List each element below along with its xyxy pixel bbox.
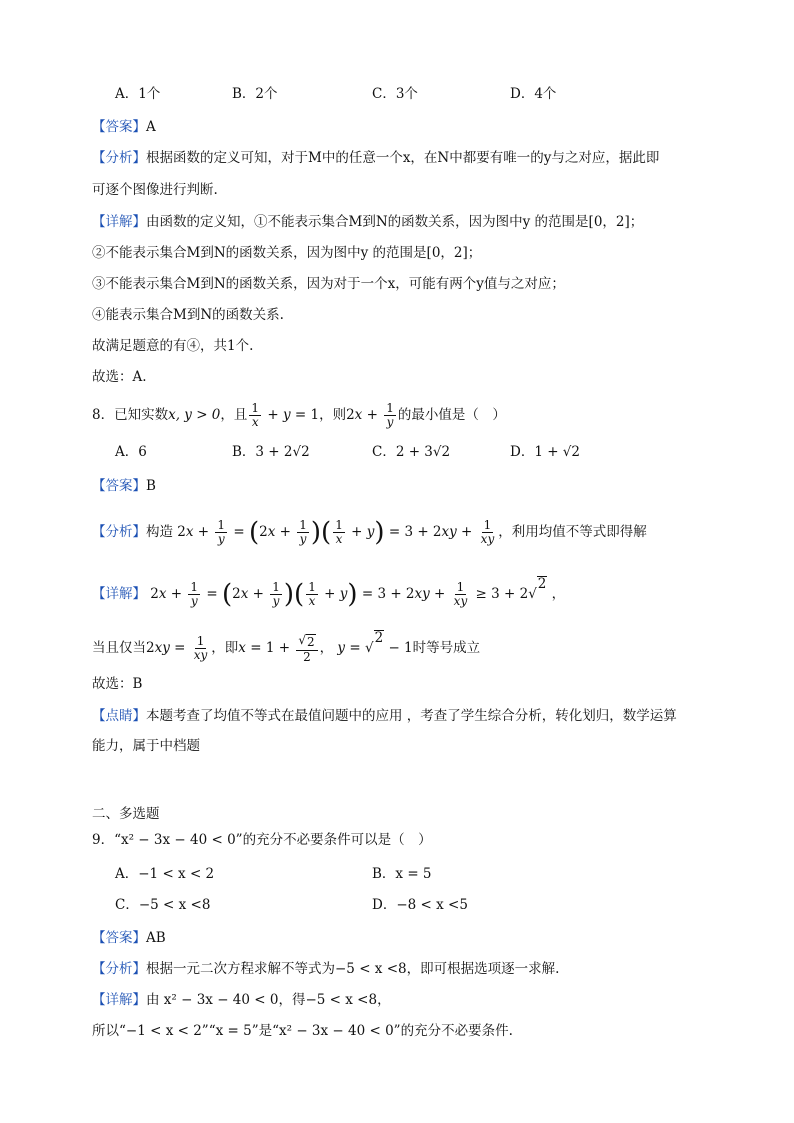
q7-detail-2: ②不能表示集合M到N的函数关系，因为图中y 的范围是[0，2]； — [92, 245, 482, 261]
q9-option-c: C．−5 < x <8 — [115, 897, 211, 913]
q8-option-b: B．3 + 2√2 — [232, 444, 310, 460]
q9-option-b: B．x = 5 — [372, 866, 432, 882]
q8-option-d: D．1 + √2 — [510, 444, 580, 460]
q8-choose: 故选：B — [92, 676, 143, 692]
q8-analysis: 【分析】构造 2x + $\frac{1}{y}$ = (2x + $\frac{1}{y}$ )( $\frac{1}{x}$ + y) = 3 + 2xy + $\frac{1}{xy}$ ，利用均值不等式即得解 — [92, 517, 647, 548]
q9-answer: 【答案】AB — [92, 930, 166, 946]
q7-option-c: C．3个 — [372, 86, 418, 102]
q8-detail: 【详解】 2x + $\frac{1}{y}$ = (2x + $\frac{1}{y}$ )( $\frac{1}{x}$ + y) = 3 + 2xy + $\frac{1}{xy}$ ≥ 3 + 2√ 2 ， — [92, 576, 566, 610]
q8-analysis-formula: 2x + $\frac{1}{y}$ = (2x + $\frac{1}{y}$ )( $\frac{1}{x}$ + y) = 3 + 2xy + $\frac{1}{xy}$ — [177, 517, 495, 548]
q9-option-a: A．−1 < x < 2 — [115, 866, 215, 882]
q8-answer: 【答案】B — [92, 478, 156, 494]
q9-stem: 9．“x² − 3x − 40 < 0”的充分不必要条件可以是（ ） — [92, 832, 432, 848]
q7-choose: 故选：A. — [92, 369, 147, 385]
fraction-1-over-x: $\frac{1}{x}$ — [251, 401, 260, 429]
q8-comment: 【点睛】本题考查了均值不等式在最值问题中的应用 ，考查了学生综合分析，转化划归，数学运算 — [92, 708, 677, 724]
fraction-1-over-y: $\frac{1}{y}$ — [386, 401, 394, 429]
q7-answer: 【答案】A — [92, 119, 156, 135]
q7-detail-4: ④能表示集合M到N的函数关系. — [92, 307, 284, 323]
q8-option-a: A．6 — [115, 444, 147, 460]
q7-option-d: D．4个 — [510, 86, 557, 102]
q8-stem: 8．已知实数x, y > 0，且 $\frac{1}{x}$ + y = 1，则2x + $\frac{1}{y}$ 的最小值是（ ） — [92, 401, 506, 429]
q7-option-a: A．1个 — [115, 86, 161, 102]
q9-analysis: 【分析】根据一元二次方程求解不等式为−5 < x <8，即可根据选项逐一求解. — [92, 961, 560, 977]
q9-detail: 【详解】由 x² − 3x − 40 < 0，得−5 < x <8， — [92, 992, 391, 1008]
q7-analysis: 【分析】根据函数的定义可知，对于M中的任意一个x，在N中都要有唯一的y与之对应，据此即 — [92, 150, 660, 166]
q7-analysis-cont: 可逐个图像进行判断. — [92, 182, 218, 198]
q7-conclusion: 故满足题意的有④，共1个. — [92, 338, 254, 354]
q8-comment-cont: 能力，属于中档题 — [92, 738, 200, 754]
q9-option-d: D．−8 < x <5 — [372, 897, 468, 913]
q7-detail-3: ③不能表示集合M到N的函数关系，因为对于一个x，可能有两个y值与之对应； — [92, 276, 565, 292]
q8-equality: 当且仅当2xy = $\frac{1}{xy}$ ，即x = 1 + √ 2 2 ， y = √ 2 − 1时等号成立 — [92, 630, 481, 664]
q7-detail: 【详解】由函数的定义知，①不能表示集合M到N的函数关系，因为图中y 的范围是[0，2]； — [92, 214, 644, 230]
q8-option-c: C．2 + 3√2 — [372, 444, 451, 460]
q9-detail-2: 所以“−1 < x < 2”“x = 5”是“x² − 3x − 40 < 0”的充分不必要条件. — [92, 1023, 513, 1039]
q8-detail-formula: 2x + $\frac{1}{y}$ = (2x + $\frac{1}{y}$ )( $\frac{1}{x}$ + y) = 3 + 2xy + $\frac{1}{xy}$ ≥ 3 + 2√ 2 ， — [150, 576, 566, 610]
q7-option-b: B．2个 — [232, 86, 278, 102]
section-heading: 二、多选题 — [92, 806, 160, 822]
